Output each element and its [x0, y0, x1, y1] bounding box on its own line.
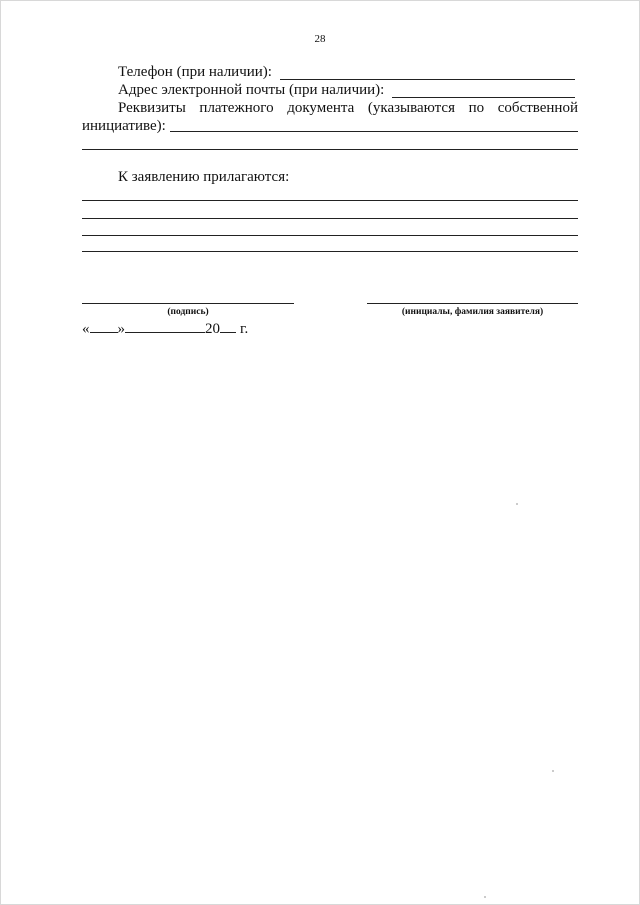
date-year-suffix: г.	[240, 321, 249, 337]
attachment-line-2[interactable]	[82, 218, 578, 219]
phone-label: Телефон (при наличии):	[118, 64, 272, 80]
attachment-line-3[interactable]	[82, 235, 578, 236]
attachments-heading: К заявлению прилагаются:	[118, 169, 290, 185]
scan-speck	[552, 770, 554, 772]
date-month-field[interactable]	[125, 318, 205, 333]
applicant-name-field[interactable]	[367, 303, 578, 304]
date-year-prefix: 20	[205, 321, 220, 337]
payment-label-line2: инициативе):	[82, 118, 166, 134]
payment-details-field-2[interactable]	[82, 149, 578, 150]
date-close-quote: »	[117, 321, 125, 337]
page-number: 28	[314, 33, 326, 45]
date-year-field[interactable]	[220, 318, 236, 333]
email-field[interactable]	[392, 97, 575, 98]
signature-caption: (подпись)	[167, 307, 209, 317]
payment-label-line1: Реквизиты платежного документа (указываются по собственной	[118, 100, 578, 116]
phone-field[interactable]	[280, 79, 575, 80]
attachment-line-4[interactable]	[82, 251, 578, 252]
signature-field[interactable]	[82, 303, 294, 304]
date-line	[82, 318, 248, 338]
date-day-field[interactable]	[90, 318, 118, 333]
date-open-quote: «	[82, 321, 90, 337]
email-label: Адрес электронной почты (при наличии):	[118, 82, 385, 98]
payment-details-field[interactable]	[170, 131, 578, 132]
scan-speck	[484, 896, 486, 898]
scan-speck	[516, 503, 518, 505]
attachment-line-1[interactable]	[82, 200, 578, 201]
applicant-name-caption: (инициалы, фамилия заявителя)	[401, 307, 544, 317]
